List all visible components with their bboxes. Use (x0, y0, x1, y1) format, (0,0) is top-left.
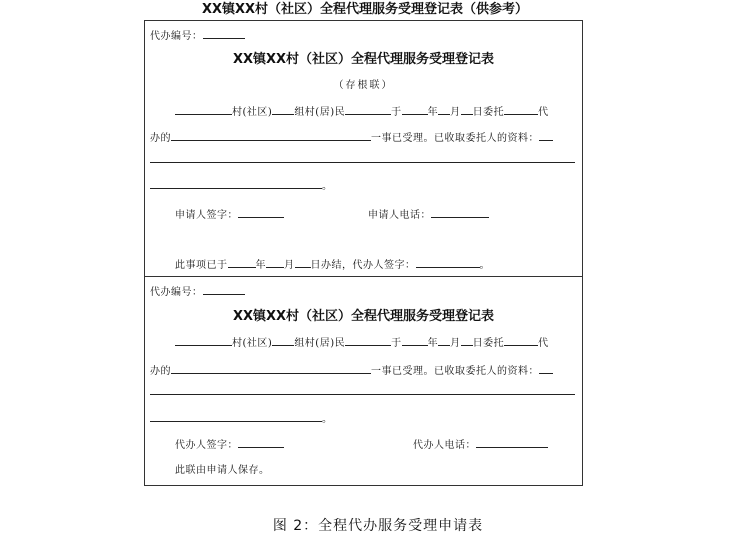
stub-year-label: 年 (427, 107, 439, 118)
receipt-year-label: 年 (427, 338, 439, 349)
stub-sign-row (175, 206, 284, 221)
stub-code-label: 代办编号： (150, 31, 203, 42)
stub-matter-field[interactable] (171, 130, 371, 141)
stub-form-title: XX镇XX村（社区）全程代理服务受理登记表 (232, 52, 495, 67)
receipt-group-field[interactable] (272, 335, 294, 346)
receipt-keep-note: 此联由申请人保存。 (175, 465, 270, 476)
stub-phone-row (368, 206, 489, 221)
stub-done-day-label: 日办结，代办人签字： (310, 260, 416, 271)
stub-materials-field-2[interactable] (150, 178, 322, 189)
stub-materials-field[interactable] (539, 130, 553, 141)
stub-village-label: 村(社区) (232, 107, 273, 118)
page-title: XX镇XX村（社区）全程代理服务受理登记表（供参考） (201, 2, 529, 17)
receipt-form (144, 276, 583, 486)
stub-line-1 (175, 103, 549, 118)
receipt-village-label: 村(社区) (232, 338, 273, 349)
stub-group-label: 组村(居)民 (294, 107, 346, 118)
stub-done-end-mark: 。 (479, 260, 490, 271)
stub-at-label: 于 (391, 107, 402, 118)
stub-done-prefix: 此事项已于 (175, 260, 228, 271)
receipt-materials-field[interactable] (539, 363, 553, 374)
receipt-line-2 (150, 362, 553, 377)
stub-line-2 (150, 129, 553, 144)
stub-entrusted-field[interactable] (504, 104, 538, 115)
receipt-line-1 (175, 334, 549, 349)
receipt-entrust-label: 日委托 (472, 338, 505, 349)
receipt-line-3 (150, 410, 333, 425)
stub-applicant-phone-label: 申请人电话： (368, 210, 431, 221)
receipt-phone-row (413, 436, 548, 451)
stub-done-year-label: 年 (255, 260, 266, 271)
stub-name-field[interactable] (345, 104, 391, 115)
stub-code-field[interactable] (203, 28, 245, 39)
receipt-form-title: XX镇XX村（社区）全程代理服务受理登记表 (232, 309, 495, 324)
stub-village-field[interactable] (175, 104, 232, 115)
stub-applicant-sign-field[interactable] (238, 207, 284, 218)
receipt-entrusted-field[interactable] (504, 335, 538, 346)
stub-agent-sign-field[interactable] (416, 257, 480, 268)
stub-copy-type: （存根联） (333, 80, 394, 91)
figure-caption: 图 2：全程代办服务受理申请表 (272, 518, 484, 534)
receipt-name-field[interactable] (345, 335, 391, 346)
receipt-agent-phone-field[interactable] (476, 437, 548, 448)
stub-applicant-sign-label: 申请人签字： (175, 210, 238, 221)
stub-done-month-label: 月 (284, 260, 295, 271)
stub-month-label: 月 (450, 107, 461, 118)
stub-prefix-label: 办的 (150, 133, 171, 144)
stub-line-3 (150, 177, 333, 192)
receipt-middle-label: 一事已受理。已收取委托人的资料： (371, 366, 539, 377)
receipt-agent-phone-label: 代办人电话： (413, 440, 476, 451)
receipt-day-field[interactable] (461, 335, 473, 346)
receipt-agent-sign-field[interactable] (238, 437, 284, 448)
stub-done-row (175, 256, 490, 271)
stub-code-row (150, 27, 245, 42)
receipt-code-field[interactable] (203, 284, 245, 295)
stub-done-day-field[interactable] (295, 257, 311, 268)
stub-applicant-phone-field[interactable] (431, 207, 489, 218)
receipt-materials-line[interactable] (150, 394, 575, 395)
receipt-sign-row (175, 436, 284, 451)
stub-group-field[interactable] (272, 104, 294, 115)
stub-day-field[interactable] (461, 104, 473, 115)
receipt-group-label: 组村(居)民 (294, 338, 346, 349)
stub-month-field[interactable] (438, 104, 450, 115)
stub-end-mark: 。 (322, 181, 333, 192)
receipt-agent-sign-label: 代办人签字： (175, 440, 238, 451)
stub-middle-label: 一事已受理。已收取委托人的资料： (371, 133, 539, 144)
stub-suffix-label: 代 (538, 107, 549, 118)
receipt-matter-field[interactable] (171, 363, 371, 374)
receipt-code-label: 代办编号： (150, 287, 203, 298)
receipt-at-label: 于 (391, 338, 402, 349)
receipt-month-field[interactable] (438, 335, 450, 346)
receipt-village-field[interactable] (175, 335, 232, 346)
stub-done-year-field[interactable] (228, 257, 256, 268)
stub-form (144, 20, 583, 277)
stub-entrust-label: 日委托 (472, 107, 505, 118)
receipt-end-mark: 。 (322, 414, 333, 425)
receipt-month-label: 月 (450, 338, 461, 349)
receipt-materials-field-2[interactable] (150, 411, 322, 422)
stub-done-month-field[interactable] (266, 257, 284, 268)
receipt-year-field[interactable] (402, 335, 428, 346)
receipt-suffix-label: 代 (538, 338, 549, 349)
stub-materials-line[interactable] (150, 162, 575, 163)
receipt-code-row (150, 283, 245, 298)
receipt-prefix-label: 办的 (150, 366, 171, 377)
stub-year-field[interactable] (402, 104, 428, 115)
